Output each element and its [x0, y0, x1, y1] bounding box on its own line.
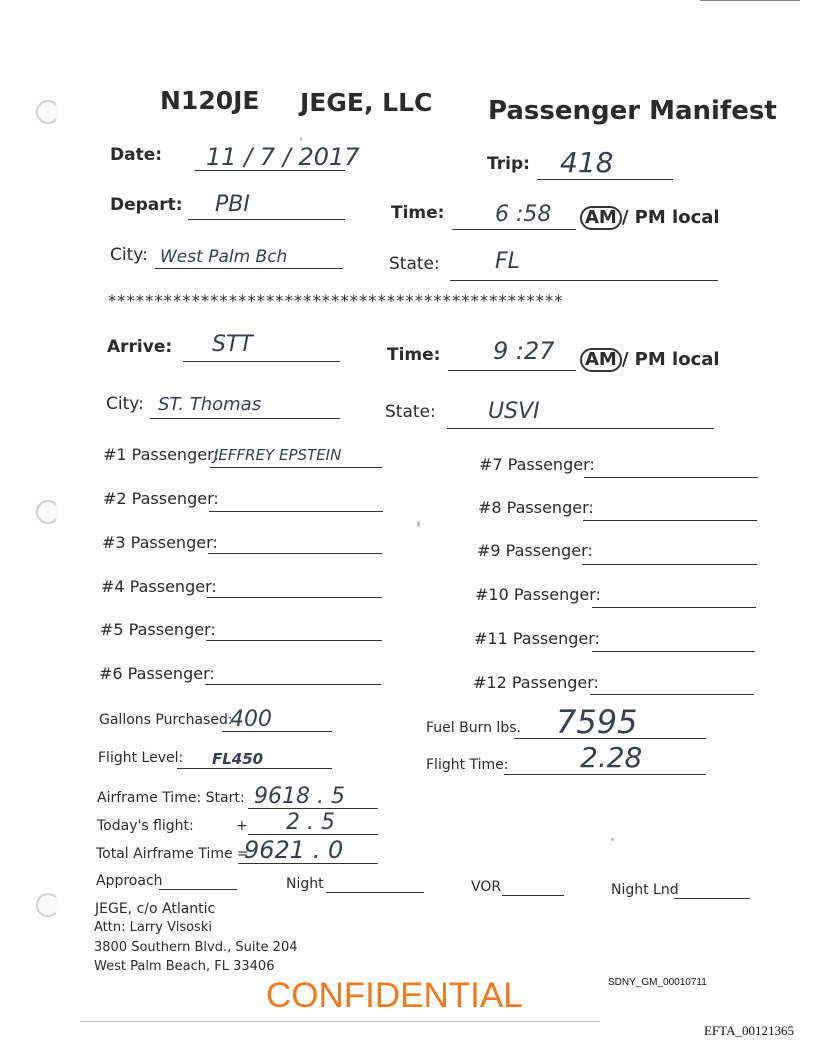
- arrive-city-label: City:: [106, 394, 144, 414]
- stray-mark: [611, 838, 614, 841]
- passenger-8-label: #8 Passenger:: [478, 498, 594, 517]
- stray-mark: [300, 137, 302, 141]
- depart-state-line: [450, 280, 718, 281]
- airframe-start-value: 9618 . 5: [254, 784, 345, 809]
- total-airframe-label: Total Airframe Time =: [96, 846, 249, 862]
- depart-value: PBI: [215, 192, 250, 217]
- arrive-city-line: [150, 418, 340, 419]
- depart-state-label: State:: [389, 254, 440, 274]
- passenger-2-label: #2 Passenger:: [103, 489, 219, 508]
- todays-flight-plus: +: [236, 818, 248, 834]
- trip-line: [537, 179, 673, 180]
- depart-am-circled: AM: [580, 206, 622, 230]
- approach-label: Approach: [96, 873, 163, 889]
- todays-flight-value: 2 . 5: [286, 810, 335, 835]
- total-airframe-value: 9621 . 0: [244, 836, 344, 864]
- trip-value: 418: [560, 146, 614, 179]
- depart-city-label: City:: [110, 245, 148, 265]
- depart-time-value: 6 :58: [495, 202, 552, 227]
- fuel-burn-label: Fuel Burn lbs.: [426, 720, 521, 736]
- passenger-11-label: #11 Passenger:: [474, 629, 600, 648]
- vor-label: VOR: [471, 879, 502, 895]
- passenger-2-line: [209, 511, 383, 512]
- arrive-time-line: [448, 370, 576, 371]
- passenger-1-label: #1 Passenger:: [103, 445, 219, 464]
- arrive-state-label: State:: [385, 402, 436, 422]
- passenger-9-label: #9 Passenger:: [477, 541, 593, 560]
- bates-efta: EFTA_00121365: [704, 1023, 794, 1038]
- flight-time-value: 2.28: [580, 741, 643, 774]
- date-label: Date:: [110, 145, 163, 165]
- passenger-5-line: [206, 640, 382, 641]
- address-line-1: JEGE, c/o Atlantic: [95, 901, 216, 917]
- address-line-3: 3800 Southern Blvd., Suite 204: [94, 940, 298, 955]
- passenger-7-label: #7 Passenger:: [479, 455, 595, 474]
- depart-label: Depart:: [110, 195, 183, 215]
- address-line-4: West Palm Beach, FL 33406: [94, 959, 275, 974]
- address-line-2: Attn: Larry Visoski: [94, 920, 212, 935]
- passenger-1-value: JEFFREY EPSTEIN: [214, 446, 342, 464]
- arrive-state-value: USVI: [488, 399, 540, 424]
- passenger-9-line: [582, 564, 757, 565]
- arrive-pm-local: / PM local: [621, 349, 720, 370]
- arrive-city-value: ST. Thomas: [158, 394, 262, 415]
- bates-sdny: SDNY_GM_00010711: [608, 977, 707, 988]
- passenger-3-line: [208, 553, 382, 554]
- passenger-8-line: [583, 520, 757, 521]
- depart-city-value: West Palm Bch: [160, 247, 288, 267]
- flight-level-value: FL450: [212, 750, 264, 768]
- company-name: JEGE, LLC: [300, 88, 433, 117]
- binder-hole-middle: [36, 500, 60, 524]
- arrive-line: [183, 361, 340, 362]
- passenger-7-line: [584, 477, 758, 478]
- trip-label: Trip:: [487, 154, 530, 174]
- passenger-5-label: #5 Passenger:: [100, 620, 216, 639]
- fuel-burn-value: 7595: [556, 703, 638, 741]
- arrive-time-label: Time:: [387, 345, 441, 365]
- passenger-6-label: #6 Passenger:: [99, 664, 215, 683]
- arrive-time-value: 9 :27: [493, 337, 555, 365]
- passenger-3-label: #3 Passenger:: [102, 533, 218, 552]
- confidential-stamp: CONFIDENTIAL: [266, 976, 523, 1015]
- passenger-12-line: [590, 694, 754, 695]
- depart-pm-local: / PM local: [621, 207, 720, 228]
- night-line: [326, 892, 424, 893]
- arrive-value: STT: [212, 332, 253, 357]
- asterisk-separator: *************************************************: [108, 291, 564, 310]
- top-edge-line: [700, 0, 800, 1]
- gallons-label: Gallons Purchased:: [99, 712, 233, 728]
- passenger-11-line: [592, 651, 755, 652]
- arrive-ampm: [580, 348, 720, 372]
- bottom-edge-line: [80, 1021, 600, 1022]
- binder-hole-bottom: [36, 893, 60, 917]
- depart-time-line: [452, 229, 576, 230]
- vor-line: [502, 895, 564, 896]
- arrive-state-line: [447, 428, 714, 429]
- stray-mark: [417, 521, 420, 527]
- depart-line: [188, 219, 345, 220]
- arrive-am-circled: AM: [580, 348, 622, 372]
- night-lnd-label: Night Lnd: [611, 882, 679, 898]
- night-lnd-line: [674, 898, 750, 899]
- document-title: Passenger Manifest: [488, 96, 777, 126]
- passenger-10-line: [592, 607, 756, 608]
- flight-level-line: [177, 768, 332, 769]
- flight-time-label: Flight Time:: [426, 757, 509, 773]
- flight-level-label: Flight Level:: [98, 750, 184, 766]
- depart-state-value: FL: [495, 249, 520, 274]
- airframe-start-label: Airframe Time: Start:: [97, 790, 245, 806]
- passenger-6-line: [205, 684, 381, 685]
- date-value: 11 / 7 / 2017: [206, 143, 360, 171]
- passenger-4-line: [207, 597, 382, 598]
- depart-city-line: [155, 268, 343, 269]
- approach-line: [159, 889, 237, 890]
- arrive-label: Arrive:: [107, 337, 173, 357]
- passenger-4-label: #4 Passenger:: [101, 577, 217, 596]
- todays-flight-label: Today's flight:: [97, 818, 194, 834]
- gallons-value: 400: [230, 707, 272, 732]
- depart-time-label: Time:: [391, 203, 445, 223]
- passenger-10-label: #10 Passenger:: [475, 585, 601, 604]
- tail-number: N120JE: [160, 86, 260, 115]
- depart-ampm: [580, 206, 720, 230]
- night-label: Night: [286, 876, 324, 892]
- flight-time-line: [504, 774, 706, 775]
- passenger-12-label: #12 Passenger:: [473, 673, 599, 692]
- binder-hole-top: [36, 100, 60, 124]
- passenger-1-line: [210, 467, 382, 468]
